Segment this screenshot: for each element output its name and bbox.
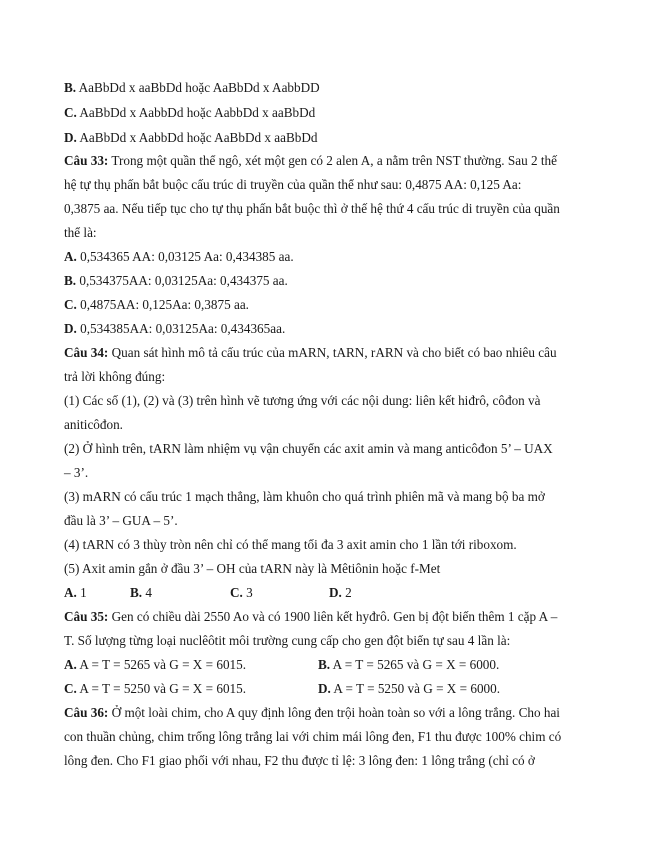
q34-stem-line: đầu là 3’ – GUA – 5’. (64, 513, 178, 528)
q33-stem-line: thể là: (64, 225, 97, 240)
option-text: A = T = 5265 và G = X = 6015. (76, 657, 247, 672)
question-label: Câu 35: (64, 609, 109, 624)
option-label: D. (64, 130, 77, 145)
q35-option-a (64, 657, 246, 673)
stem-text: Ở một loài chim, cho A quy định lông đen trội hoàn toàn so với a lông trắng. Cho hai (108, 705, 560, 720)
option-label: C. (64, 681, 77, 696)
option-label: D. (318, 681, 331, 696)
q35-options-row-1 (64, 657, 584, 673)
question-label: Câu 33: (64, 153, 109, 168)
option-label: B. (130, 585, 143, 600)
option-label: A. (64, 249, 77, 264)
q33-option-a (64, 249, 294, 265)
q34-stem-line: (2) Ở hình trên, tARN làm nhiệm vụ vận chuyển các axit amin và mang anticôđon 5’ – UAX (64, 441, 553, 456)
q33-option-d (64, 321, 285, 337)
option-label: A. (64, 585, 77, 600)
q33-stem-line: hệ tự thụ phấn bắt buộc cấu trúc di truyền của quần thể như sau: 0,4875 AA: 0,125 Aa: (64, 177, 522, 192)
q32-option-b (64, 80, 320, 96)
q34-stem-line: – 3’. (64, 465, 89, 480)
q34-option-d (329, 585, 352, 601)
option-label: B. (318, 657, 331, 672)
option-label: B. (64, 80, 77, 95)
q32-option-d (64, 130, 317, 146)
option-text: AaBbDd x AabbDd hoặc AabbDd x aaBbDd (76, 105, 316, 120)
option-text: 0,534375AA: 0,03125Aa: 0,434375 aa. (76, 273, 288, 288)
question-label: Câu 36: (64, 705, 109, 720)
option-text: A = T = 5250 và G = X = 6000. (330, 681, 501, 696)
q34-stem-line: (5) Axit amin gắn ở đầu 3’ – OH của tARN này là Mêtiônin hoặc f-Met (64, 561, 441, 576)
q34-options-row (64, 585, 584, 601)
q36-stem-line: con thuần chủng, chim trống lông trắng lai với chim mái lông đen, F1 thu được 100% chim có (64, 729, 562, 744)
option-label: C. (230, 585, 243, 600)
q32-option-c (64, 105, 315, 121)
q33-stem-line: 0,3875 aa. Nếu tiếp tục cho tự thụ phấn bắt buộc thì ở thế hệ thứ 4 cấu trúc di truyền của quần (64, 201, 560, 216)
q34-stem-line: (4) tARN có 3 thùy tròn nên chỉ có thể mang tối đa 3 axit amin cho 1 lần tới riboxom. (64, 537, 517, 552)
stem-text: Quan sát hình mô tả cấu trúc của mARN, tARN, rARN và cho biết có bao nhiêu câu (108, 345, 557, 360)
option-text: 0,4875AA: 0,125Aa: 0,3875 aa. (76, 297, 249, 312)
q34-option-c (230, 585, 253, 601)
option-text: 2 (341, 585, 352, 600)
q34-stem-line: (1) Các số (1), (2) và (3) trên hình vẽ tương ứng với các nội dung: liên kết hiđrô, côđon và (64, 393, 541, 408)
option-text: A = T = 5250 và G = X = 6015. (76, 681, 247, 696)
option-text: AaBbDd x AabbDd hoặc AaBbDd x aaBbDd (76, 130, 318, 145)
option-label: D. (64, 321, 77, 336)
q36-stem-line: lông đen. Cho F1 giao phối với nhau, F2 thu được tỉ lệ: 3 lông đen: 1 lông trắng (chỉ có ở (64, 753, 535, 768)
stem-text: Trong một quần thể ngô, xét một gen có 2 alen A, a nằm trên NST thường. Sau 2 thế (108, 153, 557, 168)
q34-stem-line: aniticôđon. (64, 417, 123, 432)
option-text: 0,534365 AA: 0,03125 Aa: 0,434385 aa. (76, 249, 294, 264)
option-label: A. (64, 657, 77, 672)
option-text: 3 (242, 585, 253, 600)
option-text: AaBbDd x aaBbDd hoặc AaBbDd x AabbDD (76, 80, 320, 95)
q35-stem-line (64, 609, 557, 625)
option-label: B. (64, 273, 77, 288)
option-text: 4 (142, 585, 152, 600)
q33-option-c (64, 297, 249, 313)
q35-options-row-2 (64, 681, 584, 697)
q35-option-c (64, 681, 246, 697)
option-text: A = T = 5265 và G = X = 6000. (330, 657, 500, 672)
option-label: C. (64, 297, 77, 312)
q35-option-b (318, 657, 499, 673)
q35-option-d (318, 681, 500, 697)
q33-stem-line (64, 153, 557, 169)
option-label: C. (64, 105, 77, 120)
option-text: 1 (76, 585, 87, 600)
option-text: 0,534385AA: 0,03125Aa: 0,434365aa. (76, 321, 286, 336)
q34-option-a (64, 585, 87, 601)
q34-stem-line (64, 345, 557, 361)
q34-stem-line: (3) mARN có cấu trúc 1 mạch thẳng, làm khuôn cho quá trình phiên mã và mang bộ ba mở (64, 489, 545, 504)
q36-stem-line (64, 705, 560, 721)
question-label: Câu 34: (64, 345, 109, 360)
q33-option-b (64, 273, 288, 289)
option-label: D. (329, 585, 342, 600)
stem-text: Gen có chiều dài 2550 Ao và có 1900 liên kết hyđrô. Gen bị đột biến thêm 1 cặp A – (108, 609, 558, 624)
q34-stem-line: trả lời không đúng: (64, 369, 166, 384)
q35-stem-line: T. Số lượng từng loại nuclêôtit môi trường cung cấp cho gen đột biến tự sau 4 lần là: (64, 633, 511, 648)
q34-option-b (130, 585, 152, 601)
